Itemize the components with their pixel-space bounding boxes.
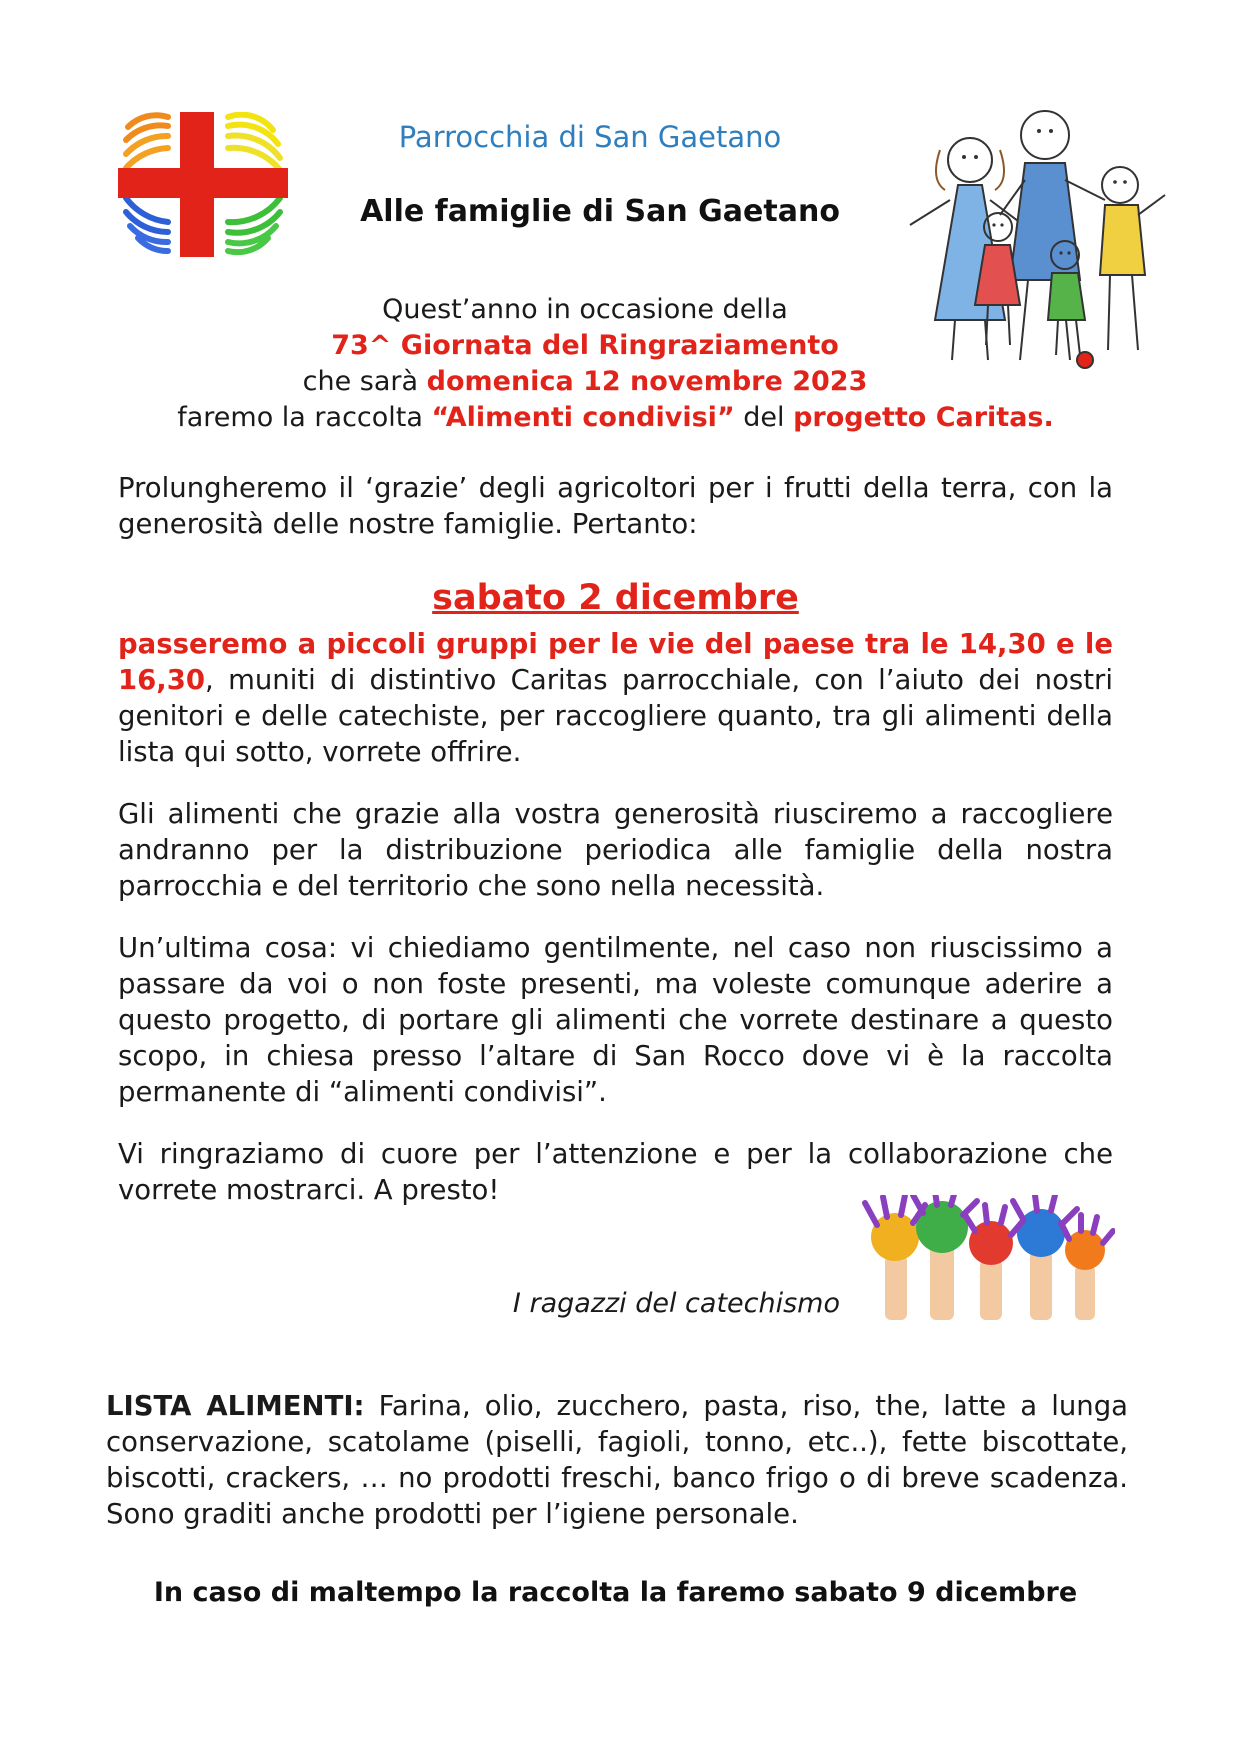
paragraph-thanks: Prolungheremo il ‘grazie’ degli agricoltori per i frutti della terra, con la generosità delle nostre famiglie. Pertanto: [118,472,1113,540]
intro-date-prefix: che sarà [302,366,427,397]
collection-time-highlight: passeremo a piccoli gruppi per le vie del paese tra le 14,30 e le 16,30 [118,628,1113,696]
intro-collection-prefix: faremo la raccolta [177,402,432,433]
intro-event-name: 73^ Giornata del Ringraziamento [331,330,839,361]
paragraph-church-dropoff: Un’ultima cosa: vi chiediamo gentilmente, nel caso non riuscissimo a passare da voi o non foste presenti, ma voleste comunque aderire a questo progetto, di portare gli alimenti che vorrete destinare a questo scopo, in chiesa presso l’altare di San Rocco dove vi è la raccolta permanente di “alimenti condivisi”. [118,932,1113,1108]
intro-line-4 [118,400,1113,436]
signature: I ragazzi del catechismo [512,1288,840,1319]
paragraph-distribution: Gli alimenti che grazie alla vostra generosità riusciremo a raccogliere andranno per la distribuzione periodica alle famiglie della nostra parrocchia e del territorio che sono nella necessità. [118,798,1113,902]
greeting-title: Alle famiglie di San Gaetano [360,194,840,229]
bad-weather-note: In caso di maltempo la raccolta la faremo sabato 9 dicembre [153,1577,1078,1608]
collection-date-heading: sabato 2 dicembre [432,578,799,618]
caritas-logo [118,112,288,257]
parish-name: Parrocchia di San Gaetano [398,120,782,154]
collection-details-text: , muniti di distintivo Caritas parrocchiale, con l’aiuto dei nostri genitori e delle catechiste, per raccogliere quanto, tra gli alimenti della lista qui sotto, vorrete offrire. [118,664,1113,768]
intro-line-3 [150,364,1020,400]
food-list-label: LISTA ALIMENTI: [106,1390,365,1422]
food-list [106,1388,1128,1532]
intro-line-1: Quest’anno in occasione della [382,294,788,325]
intro-collection-middle: del [734,402,794,433]
paragraph-closing: Vi ringraziamo di cuore per l’attenzione e per la collaborazione che vorrete mostrarci. A presto! [118,1138,1113,1206]
project-name: progetto Caritas. [793,402,1054,433]
painted-hands-image [855,1195,1115,1320]
paragraph-collection-details [118,626,1113,770]
campaign-name: “Alimenti condivisi” [431,402,735,433]
food-list-items: Farina, olio, zucchero, pasta, riso, the, latte a lunga conservazione, scatolame (piselli, fagioli, tonno, etc..), fette biscottate, biscotti, crackers, … no prodotti freschi, banco frigo o di breve scadenza. Sono graditi anche prodotti per l’igiene personale. [106,1390,1128,1530]
intro-date: domenica 12 novembre 2023 [426,366,868,397]
